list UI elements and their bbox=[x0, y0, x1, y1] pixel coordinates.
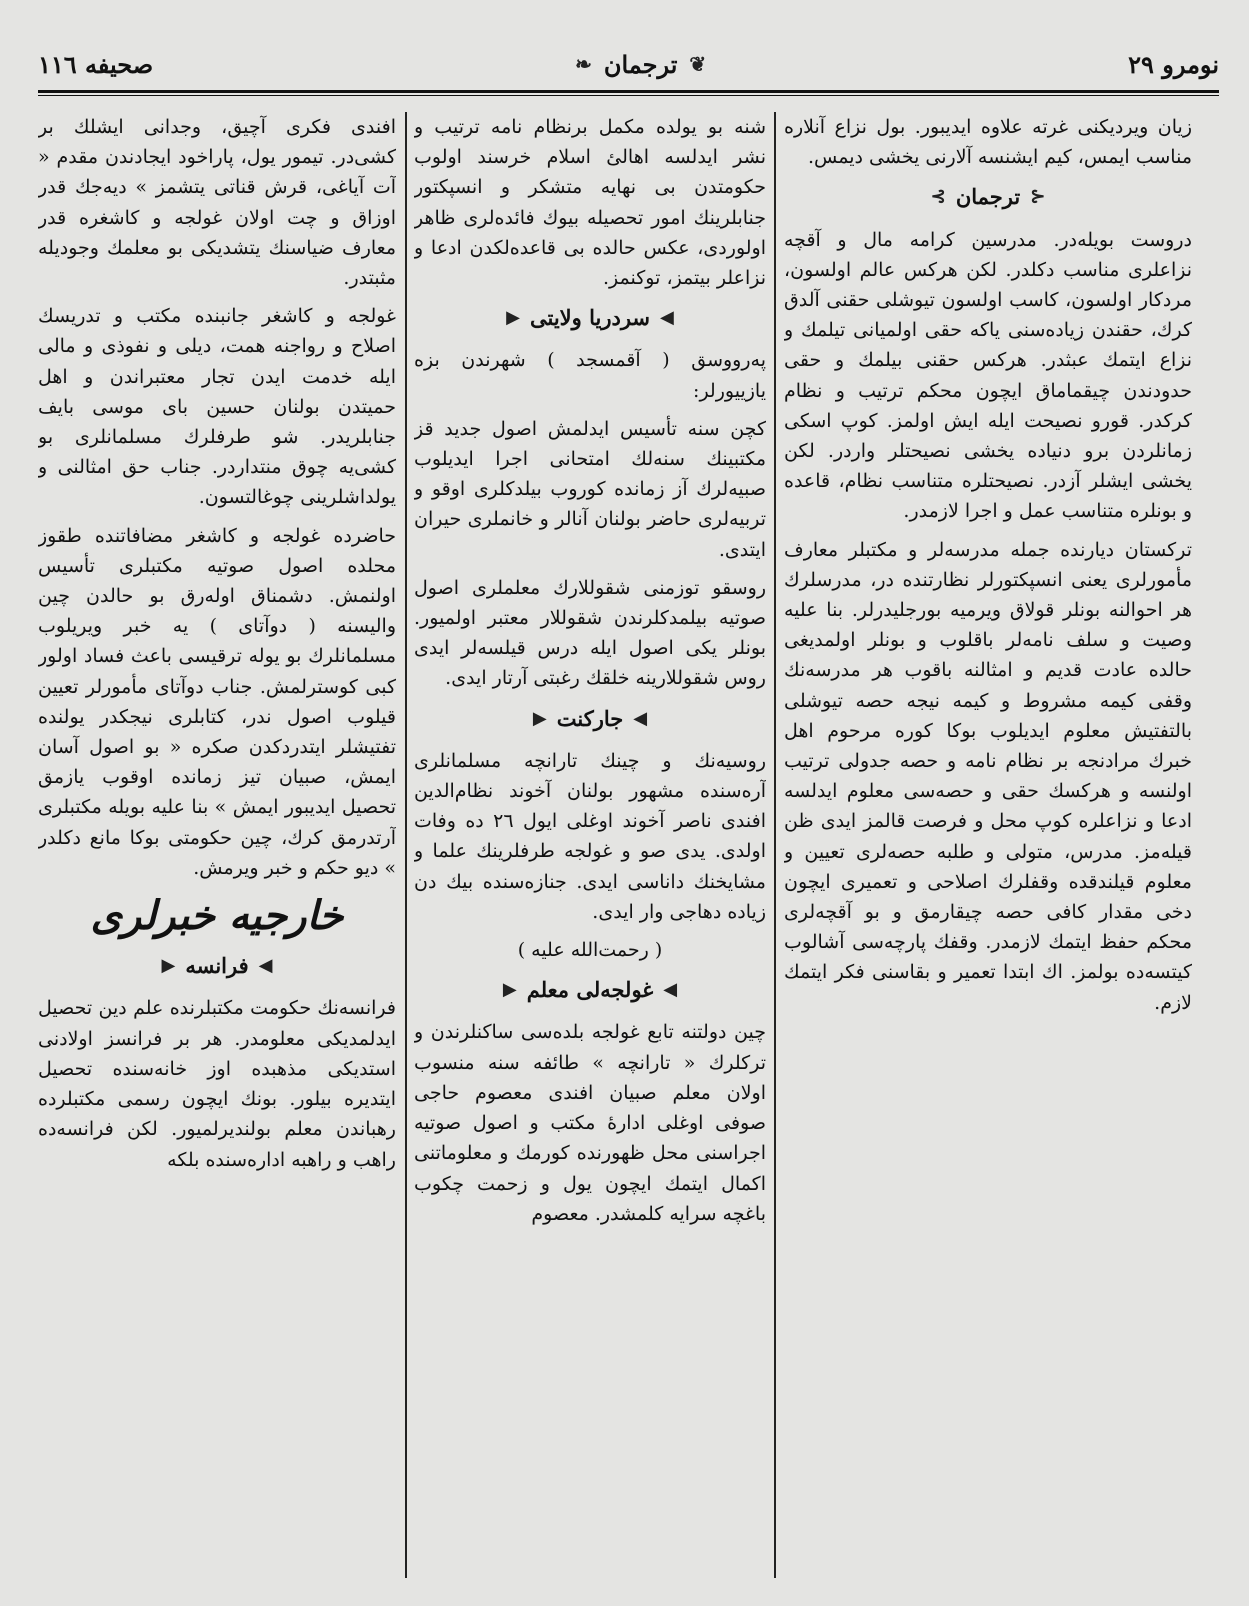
ornament-icon: ❦ bbox=[689, 52, 707, 76]
column-divider bbox=[405, 112, 407, 1578]
ornament-icon: ▶ bbox=[532, 707, 547, 729]
ornament-icon: ▶ bbox=[502, 979, 517, 1001]
section-heading bbox=[414, 975, 766, 1005]
paragraph: روسقو توزمنی شقوللارك معلملری اصول صوتیه بیلمدکلرندن شقوللار معتبر اولمیور. بونلر یکی اصول ایله درس قیلسه‌لر ایدی روس شقوللارینه خلقك رغبتی آرتار ایدی. bbox=[414, 576, 766, 690]
ornament-icon: ◀ bbox=[633, 707, 648, 729]
ornament-icon: ▶ bbox=[506, 307, 520, 329]
paragraph: کچن سنه تأسیس ایدلمش اصول جدید قز مکتبینك سنه‌لك امتحانی اجرا ایدیلوب صبیه‌لرك آز زمانده کوروب بیلدکلری اوقو و تربیه‌لری حاضر بولنان آنالر و خانملری حیران ایتدی. bbox=[414, 417, 766, 561]
masthead-title: ترجمان bbox=[603, 49, 678, 79]
column-divider bbox=[774, 112, 776, 1578]
paragraph: فرانسه‌نك حکومت مکتبلرنده علم دین تحصیل ایدلمدیکی معلومدر. هر بر فرانسز اولادنی استدیکی مذهبده اوز خانه‌سنده تحصیل ایتدیره بیلور. بونك ایچون رسمی مکتبلرده رهباندن معلم بولندیرلمیور. لکن فرانسه‌ده راهب و راهبه اداره‌سنده بلکه bbox=[38, 997, 396, 1171]
ornament-icon: ◀ bbox=[660, 307, 674, 329]
masthead-title-group bbox=[575, 50, 706, 79]
section-heading bbox=[414, 704, 766, 734]
paragraph: چین دولتنه تابع غولجه بلده‌سی ساکنلرندن و ترکلرك « تارانچه » طائفه سنه منسوب اولان معلم صبیان افندی معصوم حاجی صوفی اوغلی ادارهٔ مکتب و اصول صوتیه اجراسنی محل ظهورنده کورمك و معلوماتنی اکمال ایتمك ایچون یول و زحمت چکوب باغچه سرایه کلمشدر. معصوم bbox=[414, 1021, 766, 1225]
paragraph: دروست بویله‌در. مدرسین کرامه مال و آقچه نزاعلری مناسب دکلدر. لکن هرکس عالم اولسون، مردکار اولسون، کاسب اولسون تیوشلی حقنی آلدق کرك، حقندن زیاده‌سنی یاکه حقی اولمیانی تیلمك و نزاع ایتمك عبثدر. هرکس حقنی بیلمك و حقی حدودندن چیقماماق ایچون محکم ترتیب و نظام کرکدر. قورو نصیحت ایله ایش اولمز. کوپ اسکی زمانلردن برو دنیاده یخشی نصیحتلر واردر. لکن یخشی ایشلر آزدر. نصیحتلره متناسب نظام، قاعده و بونلره متناسب عمل و اجرا لازمدر. bbox=[784, 228, 1192, 523]
section-heading-text: غولجه‌لی معلم bbox=[526, 977, 654, 1003]
column-middle bbox=[414, 112, 766, 1578]
paragraph: حاضرده غولجه و کاشغر مضافاتنده طقوز محلده اصول صوتیه مکتبلری تأسیس اولنمش. دشمناق اوله‌رق بو حالدن چین والیسنه ( دوآتای ) یه خبر ویریلوب مسلمانلرك بو یوله ترقیسی باعث فساد اولور کبی کوسترلمش. جناب دوآتای مأمورلر تعیین قیلوب اصول ندر، کتابلری نیجکدر یولنده تفتیشلر ایتدردکدن صکره « بو اصول آسان ایمش، صبیان تیز زمانده اوقوب یازمق تحصیل ایدیبور ایمش » بنا علیه بویله مکتبلری آرتدرمق کرك، چین حکومتی بوکا مانع دکلدر » دیو حکم و خبر ویرمش. bbox=[38, 524, 396, 879]
section-heading-text: فرانسه bbox=[185, 953, 249, 979]
section-heading bbox=[784, 182, 1192, 212]
ornament-icon: ◀ bbox=[663, 979, 678, 1001]
ornament-icon: ⊰ bbox=[1030, 186, 1046, 208]
paragraph: روسیه‌نك و چینك تارانچه مسلمانلری آره‌سنده مشهور بولنان آخوند نظام‌الدین افندی ناصر آخوند اوغلی ایول ۲٦ ده وفات اولدی. یدی صو و غولجه طرفلرینك علما و مشایخنك داناسی ایدی. جنازه‌سنده بیك دن زیاده دهاجی وار ایدی. bbox=[414, 749, 766, 923]
section-heading-text: سردریا ولایتی bbox=[529, 305, 651, 331]
paragraph: زیان ویردیکنی غرته علاوه ایدیبور. بول نزاع آنلاره مناسب ایمس، کیم ایشنسه آلارنی یخشی دیمس. bbox=[784, 116, 1192, 169]
section-heading-text: ترجمان bbox=[955, 184, 1021, 210]
section-heading bbox=[414, 303, 766, 333]
ornament-icon: ⊱ bbox=[930, 186, 946, 208]
paragraph: شنه بو یولده مکمل برنظام نامه ترتیب و نشر ایدلسه اهالئ اسلام خرسند اولوب حکومتدن بی نهایه متشکر و انسپکتور جنابلرینك امور تحصیله بیوك فائده‌لری ظاهر اولوردی، عکس حالده بی قاعده‌لکدن ادعا و نزاعلر بیتمز، توکنمز. bbox=[414, 116, 766, 290]
ornament-icon: ❧ bbox=[575, 52, 592, 76]
column-right bbox=[784, 112, 1192, 1578]
section-heading bbox=[38, 951, 396, 981]
masthead bbox=[38, 40, 1219, 88]
masthead-rule-thin bbox=[38, 95, 1219, 96]
ornament-icon: ◀ bbox=[258, 955, 273, 977]
issue-number: نومرو ۲۹ bbox=[1128, 49, 1219, 79]
masthead-rule bbox=[38, 90, 1219, 93]
foreign-news-heading: خارجیه خبرلری bbox=[90, 892, 344, 940]
paragraph: په‌رووسق ( آقمسجد ) شهرندن بزه یازییورلر: bbox=[414, 349, 766, 402]
obituary-phrase: ( رحمت‌الله علیه ) bbox=[517, 939, 663, 962]
section-heading-text: جارکنت bbox=[556, 705, 624, 731]
paragraph: ترکستان دیارنده جمله مدرسه‌لر و مکتبلر معارف مأمورلری یعنی انسپکتورلر نظارتنده در، مدرسلرك هر احوالنه بونلر قولاق ویرمیه بورجلیدرلر. بنا علیه وصیت و سلف نامه‌لر باقلوب و بونلر اولمدیغی حالده عادت قدیم و امثالنه باقوب هر مدرسه‌نك وقفی کیمه مشروط و کیمه نیجه حصه تیوشلی بالتفتیش معلوم ایدیلوب بوکا کوره مرحوم اهل خبرك مرادنجه بر نظام نامه و حصه جدولی ترتیب اولنسه و هرکسك حقی و حصه‌سی معلوم ایدلسه ادعا و نزاعلره کوپ محل و فرصت قالمز ایدی ظن قیله‌مز. مدرس، متولی و طلبه حصه‌لری تعیین و معلوم قیلندقده وقفلرك اصلاحی و تعمیری ایچون دخی مقدار کافی حصه چیقارمق و بو آقچه‌لری محکم حفظ ایتمك لازمدر. وقفك پارچه‌سی آشالوب کیتسه‌ده بولمز. اك ابتدا تعمیر و بقاسنی فکر ایتمك لازم. bbox=[784, 538, 1192, 1014]
paragraph: غولجه و کاشغر جانبنده مکتب و تدریسك اصلاح و رواجنه همت، دیلی و نفوذی و مالی ایله خدمت ایدن تجار معتبراندن و اهل حمیتدن بولنان حسین بای موسی بایف جنابلریدر. شو طرفلرك مسلمانلری بو کشی‌یه چوق منتداردر. جناب حق امثالنی و یولداشلرینی چوغالتسون. bbox=[38, 305, 396, 509]
paragraph: افندی فکری آچیق، وجدانی ایشلك بر کشی‌در. تیمور یول، پاراخود ایجادندن مقدم « آت آیاغی، قرش قناتی یتشمز » دیه‌جك قدر اوزاق و چت اولان غولجه و کاشغره قدر معارف ضیاسنك یتشدیکی بو معلمك وجودیله مثبتدر. bbox=[38, 116, 396, 290]
page-number: صحیفه ۱۱٦ bbox=[38, 49, 154, 79]
column-left bbox=[38, 112, 396, 1578]
ornament-icon: ▶ bbox=[161, 955, 176, 977]
